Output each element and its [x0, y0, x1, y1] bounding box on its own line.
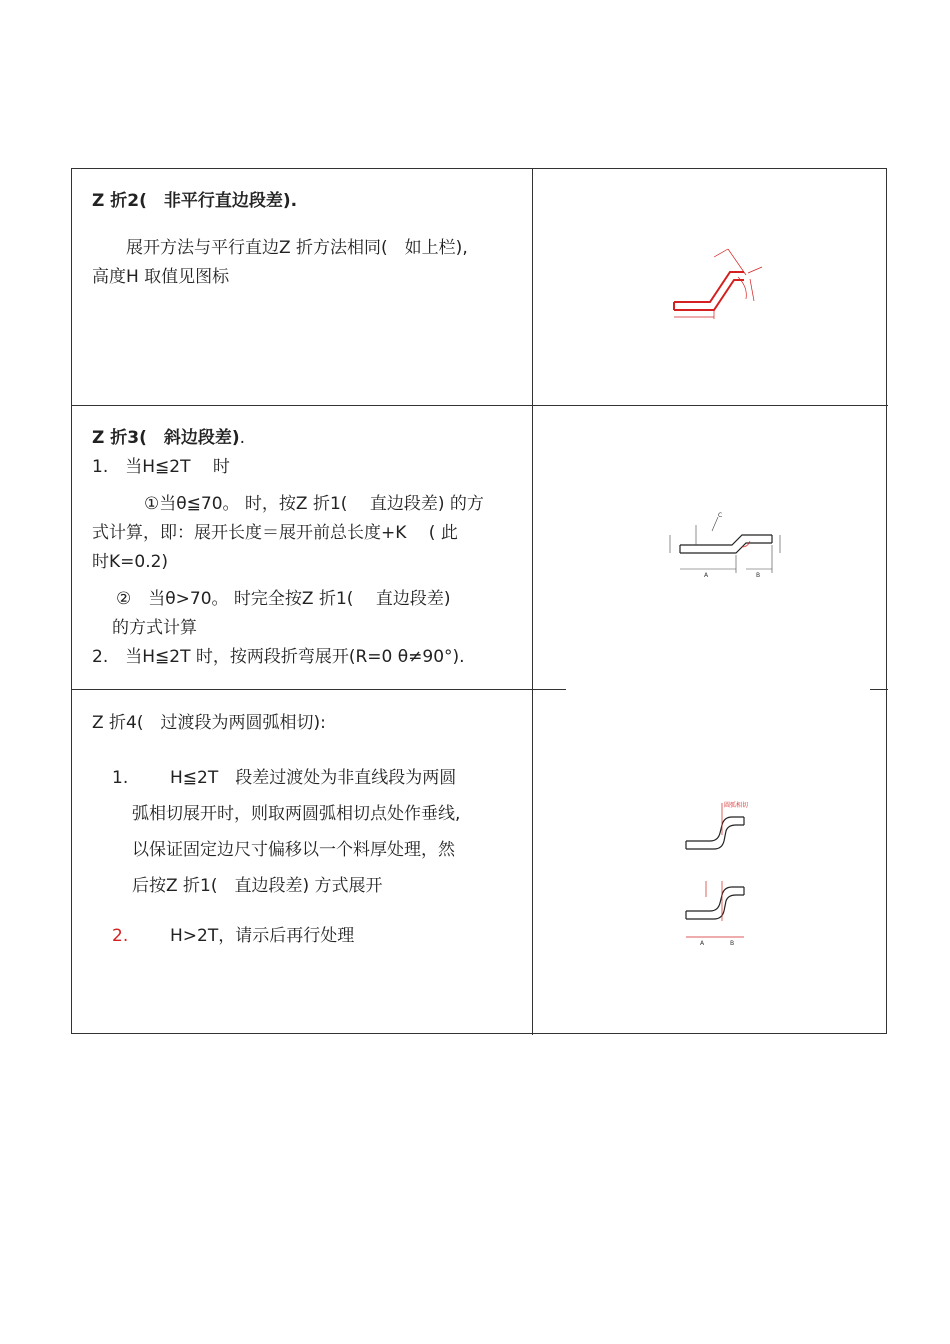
row2-item2: 2. 当H≦2T 时，按两段折弯展开(R=0 θ≠90°).: [92, 647, 465, 667]
row1-figure: [662, 239, 782, 329]
row3-heading: Z 折4( 过渡段为两圆弧相切):: [92, 713, 326, 733]
row1-line1: 展开方法与平行直边Z 折方法相同( 如上栏),: [92, 238, 468, 258]
row-divider-1: [72, 405, 888, 406]
row3-figure: [672, 797, 762, 949]
row2-sub1-line2: 式计算，即：展开长度＝展开前总长度+K ( 此: [92, 523, 458, 543]
row1-heading: Z 折2( 非平行直边段差).: [92, 191, 298, 211]
row1-text-cell: [92, 187, 532, 292]
row2-sub1-line3: 时K=0.2): [92, 552, 169, 572]
svg-text:A: A: [704, 572, 709, 579]
svg-text:A: A: [700, 940, 705, 947]
row3-item1-line1: H≦2T 段差过渡处为非直线段为两圆: [170, 768, 457, 788]
row2-item1: 1. 当H≦2T 时: [92, 457, 230, 477]
row2-text-cell: [92, 424, 532, 672]
column-divider: [532, 169, 533, 1035]
row3-item1-line4: 后按Z 折1( 直边段差) 方式展开: [132, 876, 383, 896]
row3-item1-line2: 弧相切展开时，则取两圆弧相切点处作垂线,: [132, 804, 461, 824]
row2-figure: [662, 511, 792, 581]
row3-item2-text: H>2T，请示后再行处理: [170, 926, 355, 946]
row-divider-2b: [870, 689, 888, 690]
row3-item2-num: 2.: [112, 926, 129, 946]
row1-line2: 高度H 取值见图标: [92, 267, 230, 287]
row3-item1-num: 1.: [112, 768, 129, 788]
svg-text:B: B: [756, 572, 761, 579]
svg-text:C: C: [718, 512, 723, 519]
row2-heading: Z 折3( 斜边段差): [92, 428, 240, 448]
row2-heading-tail: .: [239, 428, 246, 448]
row2-sub2-line1: ② 当θ>70。 时完全按Z 折1( 直边段差): [116, 589, 451, 609]
row-divider-2: [72, 689, 566, 690]
row3-item1-line3: 以保证固定边尺寸偏移以一个料厚处理，然: [132, 840, 455, 860]
row3-text-cell: [92, 709, 532, 951]
svg-text:B: B: [730, 940, 735, 947]
row2-sub1-line1: ①当θ≦70。 时，按Z 折1( 直边段差) 的方: [144, 494, 484, 514]
row3-fig-label: 圆弧相切: [724, 802, 749, 809]
rules-table: [71, 168, 887, 1034]
row2-sub2-line2: 的方式计算: [112, 618, 197, 638]
